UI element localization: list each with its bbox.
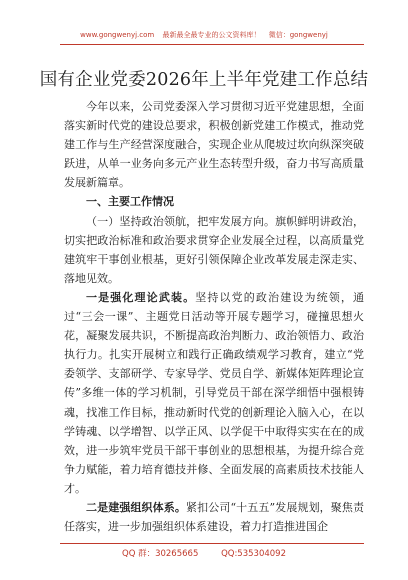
header-divider bbox=[60, 44, 364, 45]
page-footer bbox=[0, 547, 408, 559]
point-theory-text: 坚持以党的政治建设为统领，通过“三会一课”、主题党日活动等开展专题学习，碰撞思想火花，凝聚发展共识，不断提高政治判断力、政治领悟力、政治执行力。扎实开展树立和践行正确政绩观学习教育，建立“党委领学、支部研学、专家导学、党员自学、新媒体矩阵理论宣传”多维一体的学习机制，引导党员干部在深学细悟中强根铸魂，找准工作目标，推动新时代党的创新理论入脑入心，在以学铸魂、以学增智、以学正风、以学促干中取得实实在在的成效，进一步筑牢党员干部干事创业的思想根基，为提升综合竞争力赋能，着力培育德技并修、全面发展的高素质技术技能人才。 bbox=[64, 290, 365, 495]
header-slogan: 最新最全最专业的公文资料库！ bbox=[162, 31, 261, 39]
point-theory-heading: 一是强化理论武装。 bbox=[86, 290, 196, 304]
footer-qq: QQ:535304092 bbox=[221, 549, 286, 559]
point-organization-text: 紧扣公司“十五五”发展规划，聚焦责任落实，进一步加强组织体系建设，着力打造推进国企 bbox=[64, 500, 365, 534]
header-wechat: 微信：gongwenyj bbox=[268, 31, 328, 39]
paragraph-political-guidance: （一）坚持政治领航，把牢发展方向。旗帜鲜明讲政治，切实把政治标准和政治要求贯穿企业发展全过程，以高质量党建筑牢干事创业根基，更好引领保障企业改革发展走深走实、落地见效。 bbox=[64, 214, 364, 285]
page-header bbox=[0, 30, 408, 40]
header-website: www.gongwenyj.com bbox=[80, 31, 155, 39]
footer-divider bbox=[60, 543, 364, 544]
footer-qq-group: QQ 群：30265665 bbox=[122, 549, 199, 559]
section-heading: 一、主要工作情况 bbox=[86, 195, 174, 209]
document-body bbox=[64, 97, 364, 536]
intro-paragraph: 今年以来，公司党委深入学习贯彻习近平党建思想，全面落实新时代党的建设总要求，积极创新党建工作模式，推动党建工作与生产经营深度融合，实现企业从爬坡过坎向纵深突破跃进，从单一业务向多元产业生态转型升级，奋力书写高质量发展新篇章。 bbox=[64, 100, 364, 190]
point-organization-heading: 二是建强组织体系。 bbox=[86, 500, 186, 514]
paragraph-theory bbox=[64, 288, 364, 498]
paragraph-organization bbox=[64, 498, 364, 536]
document-title: 国有企业党委2026年上半年党建工作总结 bbox=[39, 70, 369, 90]
